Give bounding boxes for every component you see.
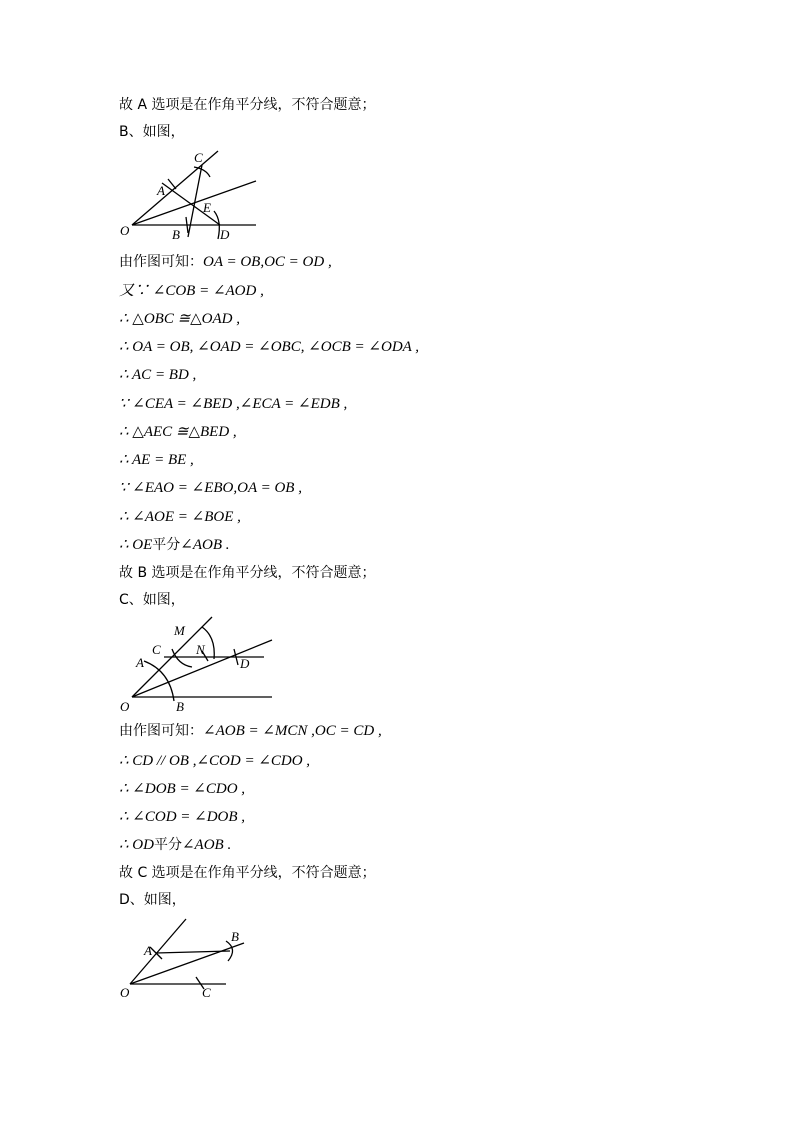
c-step-3: ∴ ∠COD = ∠DOB , — [119, 809, 246, 825]
label-c: C — [152, 642, 161, 657]
option-d-heading: D、如图， — [119, 892, 186, 908]
label-o: O — [120, 699, 130, 714]
conclusion-a: 故 A 选项是在作角平分线，不符合题意； — [119, 97, 376, 113]
c-known: 由作图可知：∠AOB = ∠MCN ,OC = CD , — [119, 723, 382, 739]
label-b: B — [172, 227, 180, 242]
label-c: C — [194, 150, 203, 165]
b-step-3: ∴ AC = BD , — [119, 367, 197, 383]
option-b-heading: B、如图， — [119, 124, 185, 140]
c-step-4: ∴ OD平分∠AOB . — [119, 837, 232, 853]
b-step-you: 又∵ ∠COB = ∠AOD , — [119, 283, 264, 299]
b-step-7: ∵ ∠EAO = ∠EBO,OA = OB , — [119, 480, 302, 496]
label-e: E — [203, 200, 211, 215]
b-step-5: ∴ △AEC ≅△BED , — [119, 424, 237, 440]
label-o: O — [120, 985, 130, 1000]
label-b: B — [231, 929, 239, 944]
label-m: M — [174, 623, 185, 638]
b-step-8: ∴ ∠AOE = ∠BOE , — [119, 509, 241, 525]
label-d: D — [240, 656, 250, 671]
c-step-1: ∴ CD // OB ,∠COD = ∠CDO , — [119, 753, 311, 769]
label-o: O — [120, 223, 130, 238]
figure-b — [114, 145, 274, 245]
b-known: 由作图可知：OA = OB,OC = OD , — [119, 254, 332, 270]
c-step-2: ∴ ∠DOB = ∠CDO , — [119, 781, 246, 797]
b-step-6: ∴ AE = BE , — [119, 452, 194, 468]
label-a: A — [157, 183, 165, 198]
label-n: N — [196, 642, 205, 657]
b-step-2: ∴ OA = OB, ∠OAD = ∠OBC, ∠OCB = ∠ODA , — [119, 339, 420, 355]
label-d: D — [220, 227, 230, 242]
conclusion-b: 故 B 选项是在作角平分线，不符合题意； — [119, 565, 376, 581]
label-a: A — [144, 943, 152, 958]
b-step-9: ∴ OE平分∠AOB . — [119, 537, 230, 553]
label-a: A — [136, 655, 144, 670]
figure-d — [114, 915, 254, 1005]
option-c-heading: C、如图， — [119, 592, 185, 608]
conclusion-c: 故 C 选项是在作角平分线，不符合题意； — [119, 865, 376, 881]
b-step-1: ∴ △OBC ≅△OAD , — [119, 311, 241, 327]
label-c: C — [202, 985, 211, 1000]
figure-c — [114, 615, 279, 717]
b-step-4: ∵ ∠CEA = ∠BED ,∠ECA = ∠EDB , — [119, 396, 348, 412]
label-b: B — [176, 699, 184, 714]
